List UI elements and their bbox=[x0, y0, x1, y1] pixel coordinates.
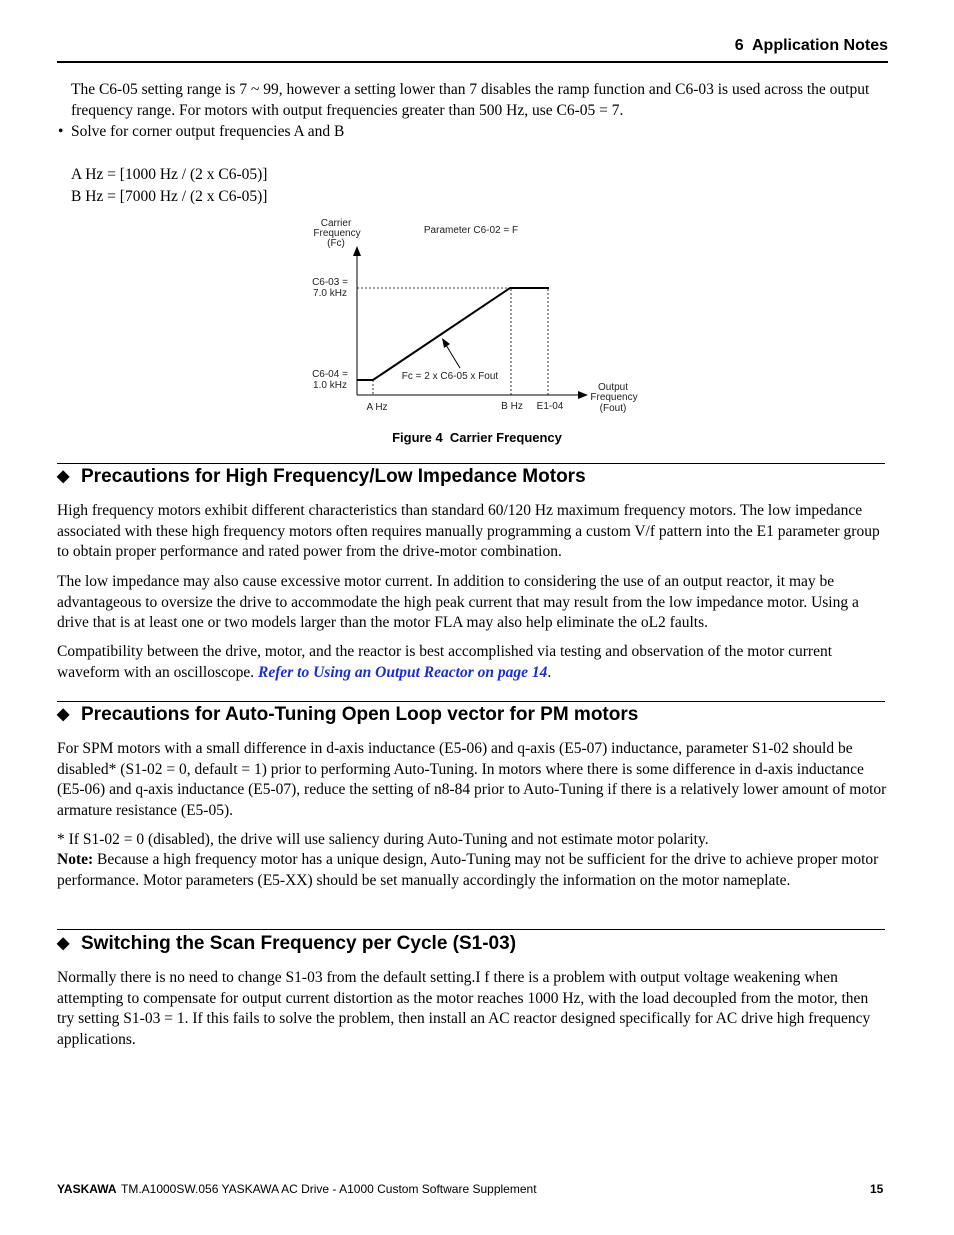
note-label: Note: bbox=[57, 851, 94, 868]
formula-a: A Hz = [1000 Hz / (2 x C6-05)] bbox=[71, 166, 268, 183]
carrier-frequency-series-line bbox=[357, 288, 549, 380]
figure-caption: Figure 4 Carrier Frequency bbox=[392, 430, 562, 445]
carrier-frequency-chart bbox=[0, 0, 954, 460]
section-heading-text: Switching the Scan Frequency per Cycle (S1-03) bbox=[81, 933, 517, 954]
footer-document-title: TM.A1000SW.056 YASKAWA AC Drive - A1000 Custom Software Supplement bbox=[121, 1182, 537, 1196]
section-rule bbox=[57, 463, 885, 464]
slope-annotation: Fc = 2 x C6-05 x Fout bbox=[401, 371, 499, 382]
annotation-arrow bbox=[446, 345, 460, 368]
y-axis-label-line-1: Carrier bbox=[320, 218, 352, 229]
y-axis-arrow bbox=[353, 246, 361, 256]
diamond-bullet-icon: ◆ bbox=[57, 706, 70, 723]
paragraph: The low impedance may also cause excessive motor current. In addition to considering the use of an output reactor, it may be advantageous to oversize the drive to accommodate the high peak current that may result from the low impedance motor. Using a drive that is at least one or two models larger than the motor FLA may also help eliminate the oL2 faults. bbox=[57, 573, 859, 631]
y-tick-c6-04-line-2: 1.0 kHz bbox=[313, 380, 347, 391]
paragraph bbox=[57, 642, 887, 683]
x-axis-label-line-2: Frequency bbox=[590, 392, 638, 403]
paragraph: Normally there is no need to change S1-03 from the default setting.I f there is a problem with output voltage weakening when attempting to compensate for output current distortion as the motor reaches 1000 Hz, with the load decoupled from the motor, then try setting S1-03 = 1. If this fails to solve the problem, then install an AC reactor designed specifically for AC drive high frequency applications. bbox=[57, 969, 871, 1048]
formula-b: B Hz = [7000 Hz / (2 x C6-05)] bbox=[71, 188, 268, 205]
section-heading bbox=[57, 933, 516, 955]
y-tick-c6-04-line-1: C6-04 = bbox=[312, 369, 348, 380]
y-axis-label-line-2: Frequency bbox=[313, 228, 361, 239]
x-tick-e1-04: E1-04 bbox=[536, 401, 564, 412]
section-heading-text: Precautions for Auto-Tuning Open Loop vector for PM motors bbox=[81, 704, 639, 725]
note bbox=[57, 850, 887, 891]
section-heading bbox=[57, 704, 638, 726]
chart-title: Parameter C6-02 = F bbox=[423, 225, 519, 236]
x-tick-b-hz: B Hz bbox=[501, 401, 523, 412]
footnote: * If S1-02 = 0 (disabled), the drive will use saliency during Auto-Tuning and not estimate motor polarity. bbox=[57, 831, 709, 848]
note-text: Because a high frequency motor has a unique design, Auto-Tuning may not be sufficient for the drive to achieve proper motor performance. Motor parameters (E5-XX) should be set manually accordingly the information on the motor nameplate. bbox=[57, 851, 879, 889]
x-axis-label-line-1: Output bbox=[597, 382, 629, 393]
annotation-arrowhead bbox=[442, 338, 450, 348]
diamond-bullet-icon: ◆ bbox=[57, 468, 70, 485]
bullet-symbol: • bbox=[58, 123, 64, 140]
paragraph: For SPM motors with a small difference in d-axis inductance (E5-06) and q-axis (E5-07) inductance, parameter S1-02 should be disabled* (S1-02 = 0, default = 1) prior to performing Auto-Tuning. In motors where there is some difference in d-axis inductance (E5-06) and q-axis inductance (E5-07), reduce the setting of n8-84 prior to Auto-Tuning if there is a relatively lower amount of motor armature resistance (E5-05). bbox=[57, 740, 887, 819]
paragraph-text: Compatibility between the drive, motor, and the reactor is best accomplished via testing and observation of the motor current waveform with an oscilloscope. bbox=[57, 643, 833, 681]
x-axis-arrow bbox=[578, 391, 588, 399]
diamond-bullet-icon: ◆ bbox=[57, 935, 70, 952]
section-rule bbox=[57, 929, 885, 930]
section-heading bbox=[57, 466, 586, 488]
footer-brand: YASKAWA bbox=[57, 1182, 117, 1196]
section-rule bbox=[57, 701, 885, 702]
page-number: 15 bbox=[870, 1182, 884, 1196]
section-heading-text: Precautions for High Frequency/Low Impedance Motors bbox=[81, 466, 586, 487]
y-tick-c6-03-line-1: C6-03 = bbox=[312, 277, 348, 288]
paragraph-end: . bbox=[547, 663, 552, 681]
y-tick-c6-03-line-2: 7.0 kHz bbox=[313, 288, 347, 299]
running-header: 6 Application Notes bbox=[734, 37, 888, 54]
paragraph: High frequency motors exhibit different characteristics than standard 60/120 Hz maximum frequency motors. The low impedance associated with these high frequency motors often requires manually programming a custom V/f pattern into the E1 parameter group to obtain proper performance and rated power from the drive-motor combination. bbox=[57, 502, 880, 560]
output-reactor-reference-link[interactable]: Refer to Using an Output Reactor on page 14 bbox=[258, 663, 548, 681]
x-axis-label-line-3: (Fout) bbox=[599, 403, 627, 414]
x-tick-a-hz: A Hz bbox=[366, 402, 388, 413]
y-axis-label-line-3: (Fc) bbox=[327, 238, 345, 249]
intro-paragraph: The C6-05 setting range is 7 ~ 99, however a setting lower than 7 disables the ramp function and C6-03 is used across the output frequency range. For motors with output frequencies greater than 500 Hz, use C6-05 = 7. bbox=[71, 81, 870, 119]
bullet-text: Solve for corner output frequencies A and B bbox=[71, 123, 345, 140]
